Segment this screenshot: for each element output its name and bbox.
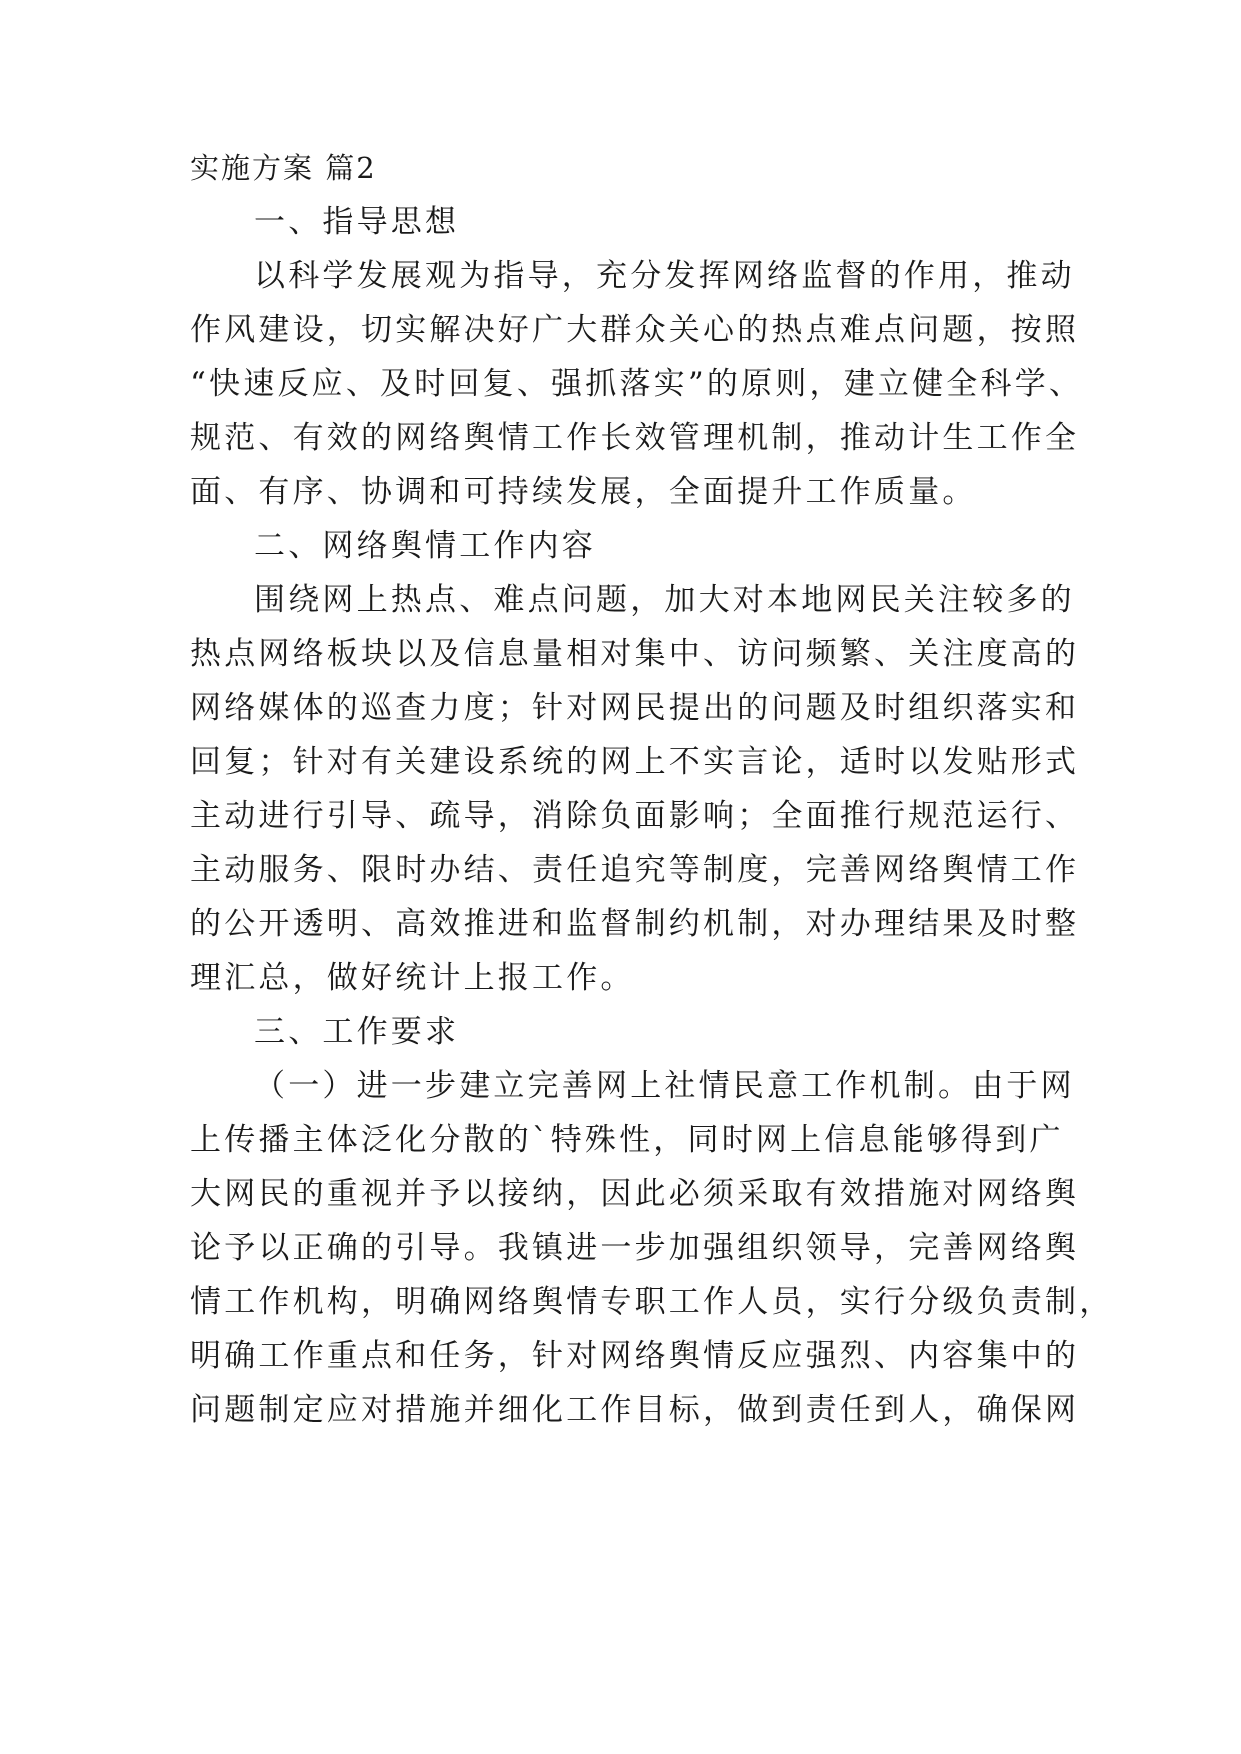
paragraph-line: 主动进行引导、疏导，消除负面影响；全面推行规范运行、 bbox=[190, 798, 1080, 834]
paragraph-line: 明确工作重点和任务，针对网络舆情反应强烈、内容集中的 bbox=[190, 1338, 1080, 1374]
paragraph-line: 规范、有效的网络舆情工作长效管理机制，推动计生工作全 bbox=[190, 420, 1080, 456]
paragraph-line: 上传播主体泛化分散的`特殊性，同时网上信息能够得到广 bbox=[190, 1122, 1064, 1158]
paragraph-line: 网络媒体的巡查力度；针对网民提出的问题及时组织落实和 bbox=[190, 690, 1080, 726]
paragraph-line: 以科学发展观为指导，充分发挥网络监督的作用，推动 bbox=[254, 258, 1075, 294]
paragraph-line: 作风建设，切实解决好广大群众关心的热点难点问题，按照 bbox=[190, 312, 1080, 348]
paragraph-line: 热点网络板块以及信息量相对集中、访问频繁、关注度高的 bbox=[190, 636, 1080, 672]
paragraph-line: 围绕网上热点、难点问题，加大对本地网民关注较多的 bbox=[254, 582, 1075, 618]
paragraph-line: （一）进一步建立完善网上社情民意工作机制。由于网 bbox=[254, 1068, 1075, 1104]
paragraph-line: 面、有序、协调和可持续发展，全面提升工作质量。 bbox=[190, 474, 977, 510]
section-heading: 一、指导思想 bbox=[254, 204, 460, 240]
paragraph-line: 主动服务、限时办结、责任追究等制度，完善网络舆情工作 bbox=[190, 852, 1080, 888]
paragraph-line: 情工作机构，明确网络舆情专职工作人员，实行分级负责制， bbox=[190, 1284, 1114, 1320]
paragraph-line: 问题制定应对措施并细化工作目标，做到责任到人，确保网 bbox=[190, 1392, 1080, 1428]
paragraph-line: 大网民的重视并予以接纳，因此必须采取有效措施对网络舆 bbox=[190, 1176, 1080, 1212]
section-heading: 二、网络舆情工作内容 bbox=[254, 528, 596, 564]
paragraph-line: 回复；针对有关建设系统的网上不实言论，适时以发贴形式 bbox=[190, 744, 1080, 780]
paragraph-line: 论予以正确的引导。我镇进一步加强组织领导，完善网络舆 bbox=[190, 1230, 1080, 1266]
section-heading: 三、工作要求 bbox=[254, 1014, 460, 1050]
paragraph-line: 的公开透明、高效推进和监督制约机制，对办理结果及时整 bbox=[190, 906, 1080, 942]
paragraph-line: 理汇总，做好统计上报工作。 bbox=[190, 960, 635, 996]
document-title: 实施方案 篇2 bbox=[190, 151, 377, 185]
paragraph-line: “快速反应、及时回复、强抓落实”的原则，建立健全科学、 bbox=[190, 366, 1084, 402]
